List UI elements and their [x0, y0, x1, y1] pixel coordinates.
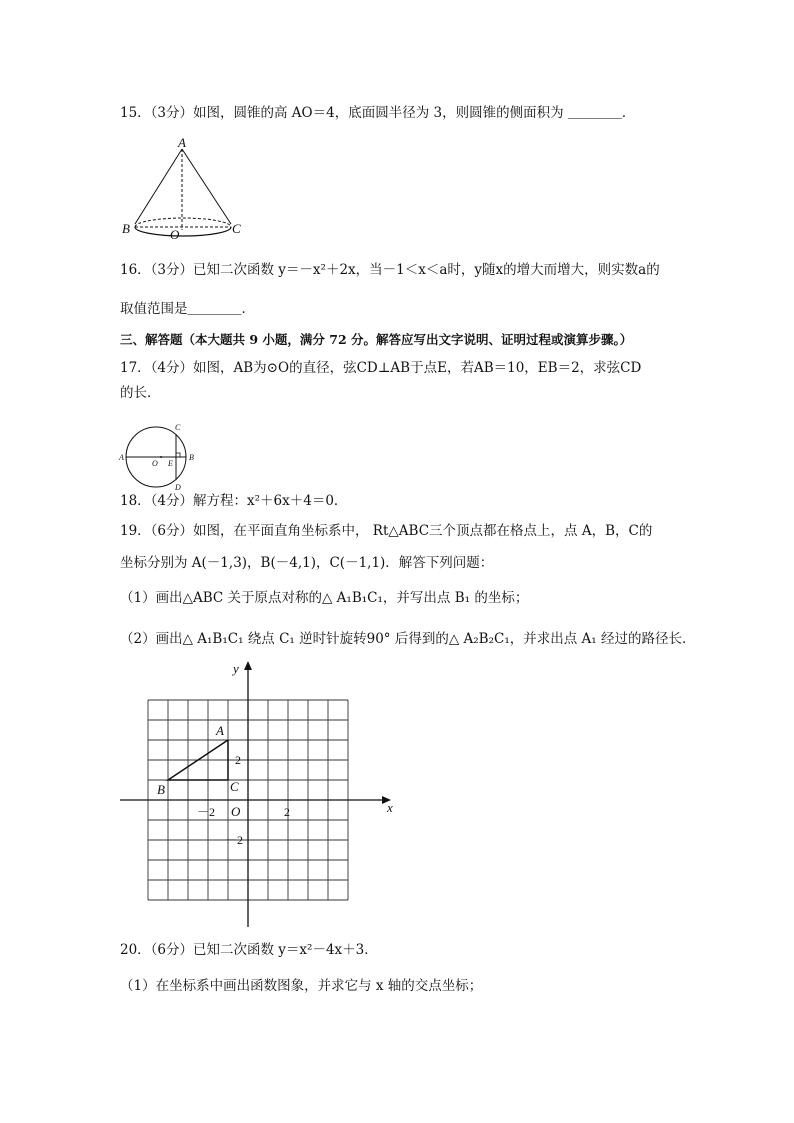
tick-y-pos2: 2: [235, 753, 241, 767]
label-B: B: [189, 453, 194, 462]
label-C: C: [232, 221, 241, 236]
q20-text: 20．（6分）已知二次函数 y＝x²－4x＋3．: [120, 942, 378, 958]
q19-line2: 坐标分别为 A(－1,3)，B(－4,1)，C(－1,1)．解答下列问题：: [120, 555, 494, 571]
section3-title: 三、解答题（本大题共 9 小题，满分 72 分。解答应写出文字说明、证明过程或演算步骤。）: [120, 332, 633, 347]
label-D: D: [175, 483, 181, 492]
label-B: B: [122, 221, 130, 236]
vertex-C-label: C: [230, 779, 239, 794]
cone-base-back: [135, 218, 231, 227]
right-angle-mark: [176, 453, 180, 457]
label-E: E: [168, 459, 173, 468]
x-axis-label: x: [387, 800, 393, 815]
cone-base-front: [135, 227, 231, 236]
circle-figure: [118, 420, 208, 492]
vertex-A-label: A: [216, 723, 224, 738]
q15-text: 15．（3分）如图，圆锥的高 AO＝4，底面圆半径为 3，则圆锥的侧面积为 ＿＿＿＿．: [120, 105, 636, 121]
q16-line2: 取值范围是＿＿＿＿．: [120, 301, 255, 317]
y-axis-label: y: [233, 661, 239, 676]
center-dot: [160, 456, 162, 458]
tick-x-neg2: －2: [197, 805, 216, 819]
cone-left-slant: [135, 149, 182, 224]
y-axis-arrow: [244, 661, 252, 670]
q20-part1: （1）在坐标系中画出函数图象，并求它与 x 轴的交点坐标；: [120, 978, 483, 994]
q17-line1: 17．（4分）如图，AB为⊙O的直径，弦CD⊥AB于点E，若AB＝10，EB＝2，求弦CD: [120, 360, 642, 376]
q16-line1: 16．（3分）已知二次函数 y＝－x²＋2x，当－1＜x＜a时，y随x的增大而增大，则实数a的: [120, 262, 660, 278]
cone-right-slant: [182, 149, 231, 224]
coordinate-grid: [115, 655, 405, 935]
tick-y-neg2: －2: [225, 833, 244, 847]
label-A: A: [178, 135, 186, 150]
label-O: O: [170, 227, 180, 242]
label-O: O: [152, 459, 158, 468]
tick-x-pos2: 2: [284, 805, 290, 819]
cone-figure: [118, 135, 248, 243]
q17-line2: 的长．: [120, 385, 161, 401]
q19-part2: （2）画出△ A₁B₁C₁ 绕点 C₁ 逆时针旋转90° 后得到的△ A₂B₂C₁，并求出点 A₁ 经过的路径长．: [120, 631, 696, 647]
q19-line1: 19．（6分）如图，在平面直角坐标系中， Rt△ABC三个顶点都在格点上，点 A，B，C的: [120, 523, 653, 539]
q18-text: 18．（4分）解方程：x²＋6x＋4＝0．: [120, 493, 348, 509]
q19-part1: （1）画出△ABC 关于原点对称的△ A₁B₁C₁，并写出点 B₁ 的坐标；: [120, 590, 529, 606]
label-C: C: [175, 423, 181, 432]
origin-label: O: [231, 804, 241, 819]
vertex-B-label: B: [157, 782, 165, 797]
label-A: A: [119, 453, 124, 462]
